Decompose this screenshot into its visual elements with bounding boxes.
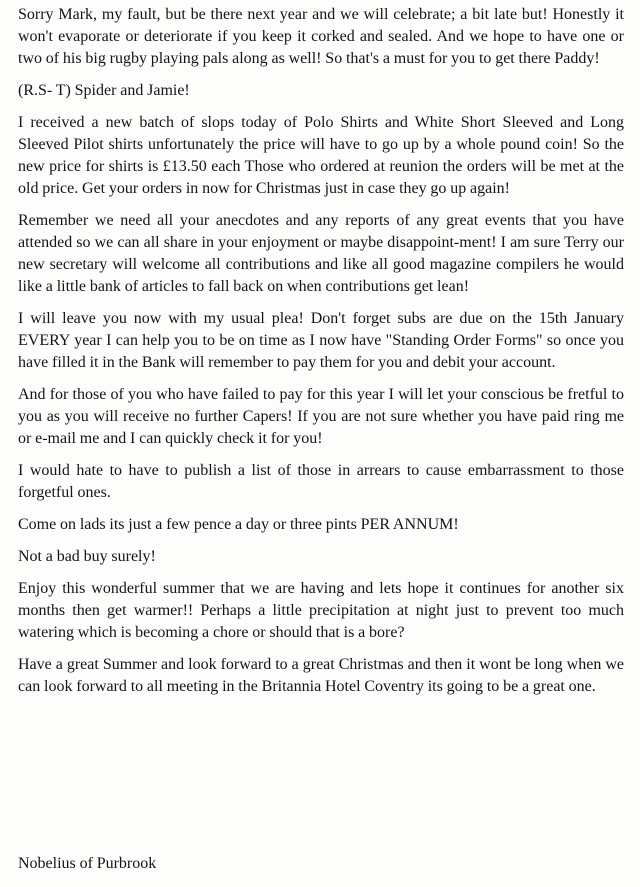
paragraph-christmas: Have a great Summer and look forward to a great Christmas and then it wont be long when we can look forward to all meeting in the Britannia Hotel Coventry its going to be a great one. [18,656,624,695]
paragraph-arrears: I would hate to have to publish a list of those in arrears to cause embarrassment to those forgetful ones. [18,462,624,501]
paragraph-pence-a-day: Come on lads its just a few pence a day or three pints PER ANNUM! [18,516,459,533]
signature: Nobelius of Purbrook [18,855,157,872]
paragraph-spider-jamie: (R.S- T) Spider and Jamie! [18,82,190,99]
paragraph-shirt-prices: I received a new batch of slops today of Polo Shirts and White Short Sleeved and Long Sleeved Pilot shirts unfortunately the price will have to go up by a whole pound coin! So the new price for shirts is £13.50 each Those who ordered at reunion the orders will be met at the old price. Get your orders in now for Christmas just in case they go up again! [18,114,624,197]
paragraph-summer: Enjoy this wonderful summer that we are having and lets hope it continues for another six months then get warmer!! Perhaps a little precipitation at night just to prevent too much watering which is becoming a chore or should that is a bore? [18,580,624,641]
paragraph-subs-due: I will leave you now with my usual plea! Don't forget subs are due on the 15th January EVERY year I can help you to be on time as I now have "Standing Order Forms" so once you have filled it in the Bank will remember to pay them for you and debit your account. [18,310,624,371]
paragraph-failed-to-pay: And for those of you who have failed to pay for this year I will let your conscious be fretful to you as you will receive no further Capers! If you are not sure whether you have paid ring me or e-mail me and I can quickly check it for you! [18,386,624,447]
paragraph-bad-buy: Not a bad buy surely! [18,548,156,565]
paragraph-anecdotes: Remember we need all your anecdotes and any reports of any great events that you have attended so we can all share in your enjoyment or maybe disappoint-ment! I am sure Terry our new secretary will welcome all contributions and like all good magazine compilers he would like a little bank of articles to fall back on when contributions get lean! [18,212,624,295]
paragraph-rugby-pals: Sorry Mark, my fault, but be there next year and we will celebrate; a bit late but! Honestly it won't evaporate or deteriorate if you keep it corked and sealed. And we hope to have one or two of his big rugby playing pals along as well! So that's a must for you to get there Paddy! [18,6,624,67]
